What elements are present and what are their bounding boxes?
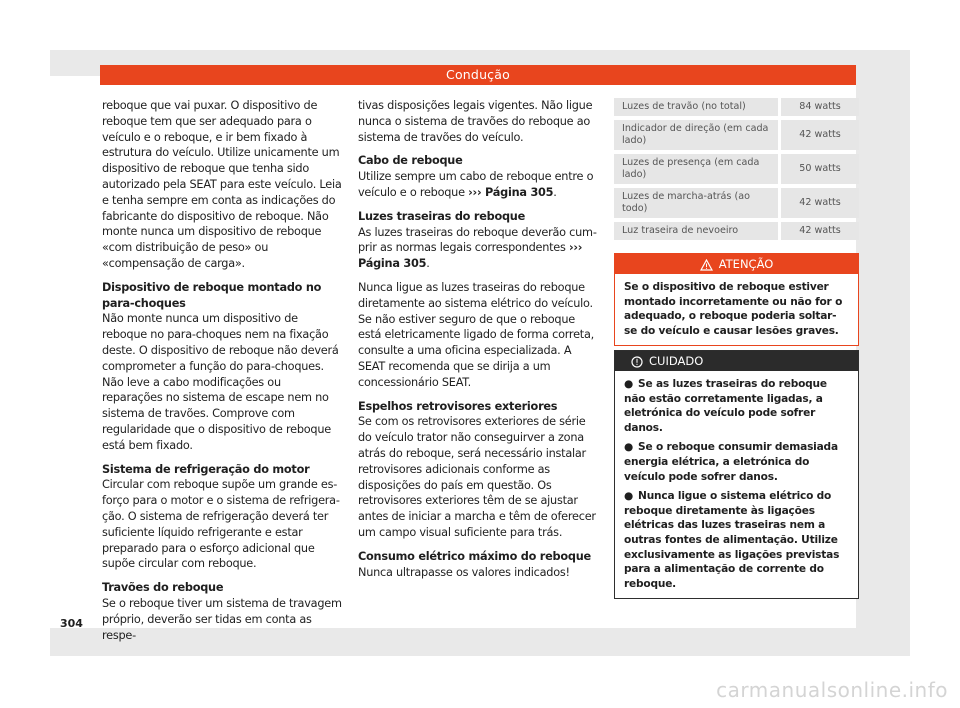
table-cell-label: Luzes de travão (no total)	[614, 98, 778, 116]
power-consumption-table	[614, 94, 859, 244]
text-column-1	[102, 98, 342, 651]
table-cell-label: Luz traseira de nevoeiro	[614, 222, 778, 240]
bullet-icon: ●	[624, 441, 634, 454]
bullet-icon: ●	[624, 378, 634, 390]
table-row	[614, 188, 859, 218]
table-cell-label: Luzes de presença (em cada lado)	[614, 154, 778, 184]
text-column-2	[358, 98, 598, 588]
table-cell-value: 84 watts	[778, 98, 859, 116]
page-reference-link[interactable]: ››› Página 305	[468, 185, 554, 199]
table-row	[614, 154, 859, 184]
bullet-icon: ●	[624, 490, 634, 503]
heading-mirrors: Espelhos retrovisores exteriores	[358, 399, 558, 413]
paragraph-power-consumption: Nunca ultrapasse os valores indicados!	[358, 565, 570, 579]
caution-box	[614, 350, 859, 599]
paragraph-tow-cable: Utilize sempre um cabo de reboque entre o veículo e o reboque ››› Página 305.	[358, 170, 594, 199]
table-cell-value: 42 watts	[778, 120, 859, 150]
caution-title: CUIDADO	[649, 354, 704, 368]
table-cell-label: Indicador de direção (em cada lado)	[614, 120, 778, 150]
table-cell-value: 42 watts	[778, 188, 859, 218]
warning-box	[614, 253, 859, 346]
table-cell-value: 42 watts	[778, 222, 859, 240]
warning-title: ATENÇÃO	[718, 257, 774, 271]
page-reference-link[interactable]: ››› Página 305	[358, 241, 583, 271]
caution-item: ● Nunca ligue o sistema elétrico do reboque diretamente às ligações elétricas das luzes traseiras nem a outras fontes de alimentação. Utilize exclusivamente as ligações previstas para a alimentação de corrente do reboque.	[624, 490, 840, 590]
heading-bumper-mount: Dispositivo de reboque montado no para-choques	[102, 280, 322, 310]
heading-tow-cable: Cabo de reboque	[358, 154, 463, 168]
table-row	[614, 222, 859, 240]
heading-engine-cooling: Sistema de refrigeração do motor	[102, 462, 310, 476]
paragraph-intro: reboque que vai puxar. O dispositivo de reboque tem que ser adequado para o veículo e o reboque, e ir bem fixado à estrutura do veículo. Utilize unicamente um dispositivo de reboque que tenha sido autorizado pela SEAT para este veículo. Leia e tenha sempre em conta as indicações do fabricante do dispositivo de reboque. Não monte nunca um dispositivo de reboque «com distribuição de peso» ou «compensação de carga».	[102, 99, 342, 270]
warning-header	[615, 254, 858, 274]
paragraph-mirrors: Se com os retrovisores exteriores de série do veículo trator não conseguirver a zona atrás do reboque, será necessário instalar retrovisores adicionais conforme as disposições do país em questão. Os retrovisores exteriores têm de se ajustar antes de iniciar a marcha e têm de oferecer um campo visual suficiente para trás.	[358, 415, 596, 539]
caution-item: ● Se as luzes traseiras do reboque não estão corretamente ligadas, a eletrónica do veículo pode sofrer danos.	[624, 378, 827, 434]
heading-rear-lights: Luzes traseiras do reboque	[358, 209, 525, 223]
watermark: carmanualsonline.info	[716, 678, 948, 702]
caution-item: ● Se o reboque consumir demasiada energia elétrica, a eletrónica do veículo pode sofrer danos.	[624, 441, 838, 483]
table-cell-value: 50 watts	[778, 154, 859, 184]
table-cell-label: Luzes de marcha-atrás (ao todo)	[614, 188, 778, 218]
section-header: Condução	[100, 65, 856, 85]
paragraph-trailer-brakes: Se o reboque tiver um sistema de travagem próprio, deverão ser tidas em conta as respe-	[102, 596, 342, 642]
paragraph-rear-lights: As luzes traseiras do reboque deverão cumprir as normas legais correspondentes ››› Página 305.	[358, 225, 597, 271]
paragraph-engine-cooling: Circular com reboque supõe um grande esforço para o motor e o sistema de refrigeração. O sistema de refrigeração deverá ter suficiente líquido refrigerante e estar preparado para o esforço adicional que supõe circular com reboque.	[102, 478, 340, 571]
warning-triangle-icon	[700, 259, 713, 271]
heading-power-consumption: Consumo elétrico máximo do reboque	[358, 549, 591, 563]
page-number: 304	[60, 617, 83, 630]
warning-text: Se o dispositivo de reboque estiver montado incorretamente ou não for o adequado, o reboque poderia soltar-se do veículo e causar lesões graves.	[624, 281, 843, 337]
caution-circle-icon	[631, 356, 643, 368]
table-row	[614, 120, 859, 150]
caution-body	[615, 371, 858, 598]
paragraph-bumper-mount: Não monte nunca um dispositivo de reboque no para-choques nem na fixação deste. O dispositivo de reboque não deverá comprometer a função do para-choques. Não leve a cabo modificações ou reparações no sistema de escape nem no sistema de travões. Comprove com regularidade que o dispositivo de reboque está bem fixado.	[102, 312, 339, 452]
paragraph-brakes-cont: tivas disposições legais vigentes. Não ligue nunca o sistema de travões do reboque ao sistema de travões do veículo.	[358, 99, 593, 144]
heading-trailer-brakes: Travões do reboque	[102, 581, 224, 595]
caution-header	[615, 351, 858, 371]
table-row	[614, 98, 859, 116]
paragraph-rear-lights-warning: Nunca ligue as luzes traseiras do reboque diretamente ao sistema elétrico do veículo. Se não estiver seguro de que o reboque está eletricamente ligado de forma correta, consulte a uma oficina especializada. A SEAT recomenda que se dirija a um concessionário SEAT.	[358, 280, 594, 389]
